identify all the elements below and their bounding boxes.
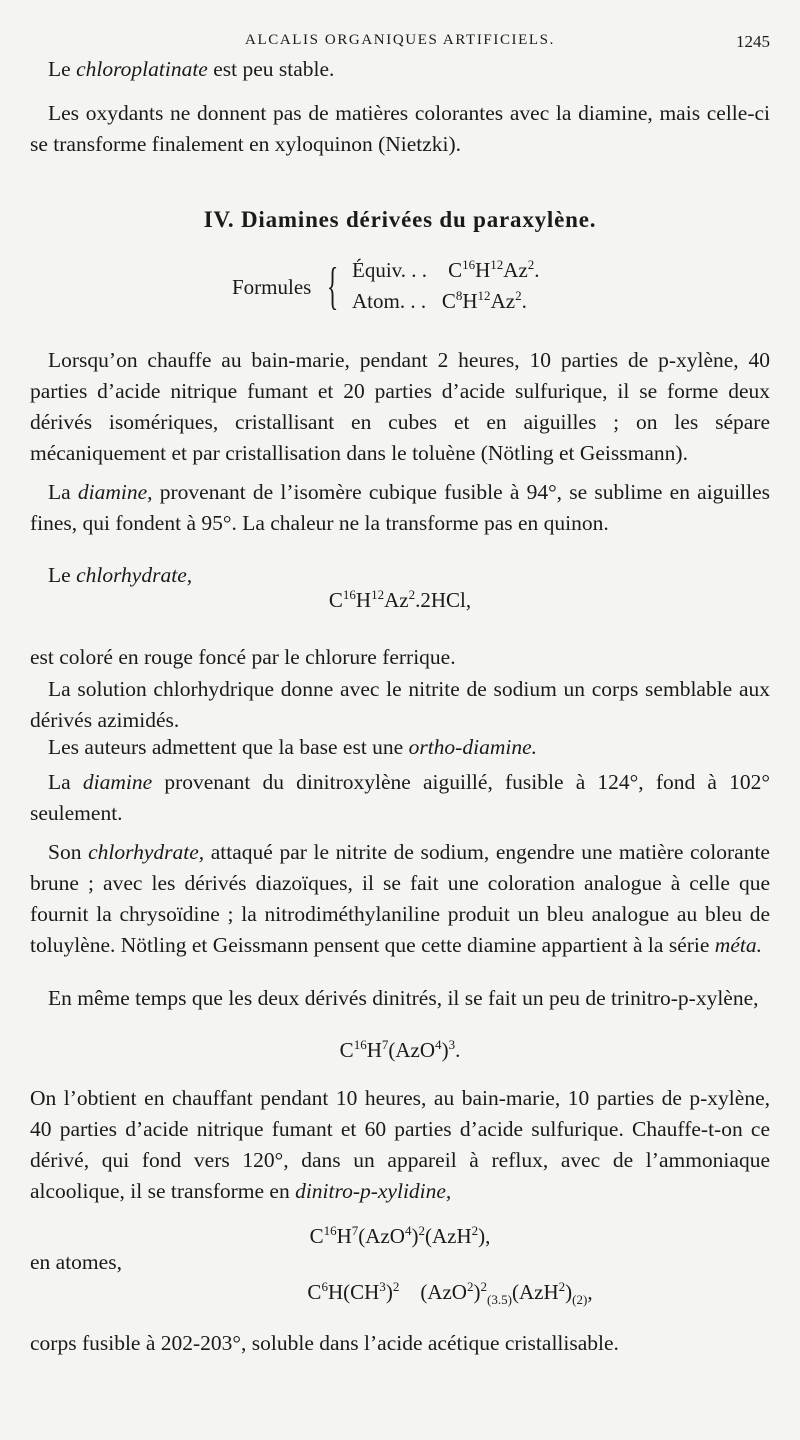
paragraph-diamine-aiguille: La diamine provenant du dinitroxylène aiguillé, fusible à 124°, fond à 102° seulement. — [30, 770, 770, 825]
formula-atomic: $C^6H(CH^3)^2$ $(AzO^2)^2_{(3.5)}(AzH^2)_{(2)}$, — [307, 1279, 593, 1308]
page-number: 1245 — [736, 32, 770, 51]
paragraph-chlorhydrate: Le chlorhydrate, — [48, 563, 193, 587]
paragraph-oxydants: Les oxydants ne donnent pas de matières colorantes avec la diamine, mais celle-ci se transforme finalement en xyloquinon (Nietzki). — [30, 101, 770, 156]
paragraph-diamine-cubique: La diamine, provenant de l’isomère cubique fusible à 94°, se sublime en aiguilles fines, qui fondent à 95°. La chaleur ne la transforme pas en quinon. — [30, 480, 770, 535]
paragraph-lorsqu-on-chauffe: Lorsqu’on chauffe au bain-marie, pendant 2 heures, 10 parties de p-xylène, 40 parties d’acide nitrique fumant et 20 parties d’acide sulfurique, il se forme deux dérivés isomériques, cristallisant en cubes et en aiguilles ; on les sépare mécaniquement et par cristallisation dans le toluène (Nötling et Geissmann). — [30, 348, 770, 465]
running-title: ALCALIS ORGANIQUES ARTIFICIELS. — [245, 32, 555, 48]
paragraph-trinitro: En même temps que les deux dérivés dinitrés, il se fait un peu de trinitro-p-xylène, — [48, 986, 759, 1010]
paragraph-colore: est coloré en rouge foncé par le chlorure ferrique. — [30, 645, 456, 669]
formule-atom: Atom. . . $C^8H^{12}Az^2$. — [352, 288, 527, 313]
paragraph-solution: La solution chlorhydrique donne avec le nitrite de sodium un corps semblable aux dérivés azimidés. — [30, 677, 770, 732]
formula-trinitro: $C^{16}H^7(AzO^4)^3$. — [339, 1037, 461, 1062]
formules-block — [232, 258, 632, 320]
formula-chlorhydrate: $C^{16}H^{12}Az^2.2HCl$, — [328, 587, 472, 612]
paragraph-chloroplatinate: Le chloroplatinate est peu stable. — [48, 57, 335, 81]
paragraph-son-chlorhydrate: Son chlorhydrate, attaqué par le nitrite de sodium, engendre une matière colorante brune ; avec les dérivés diazoïques, il se fait une coloration analogue à celle que fournit la chrysoïdine ; la nitrodiméthylaniline produit un bleu analogue au bleu de toluylène. Nötling et Geissmann pensent que cette diamine appartient à la série méta. — [30, 840, 770, 957]
formula-dinitro-xylidine: $C^{16}H^7(AzO^4)^2(AzH^2)$, — [309, 1223, 491, 1248]
formule-equiv: Équiv. . . $C^{16}H^{12}Az^2$. — [352, 257, 540, 282]
formules-label: Formules — [232, 275, 312, 299]
paragraph-en-atomes: en atomes, — [30, 1250, 122, 1274]
paragraph-corps-fusible: corps fusible à 202-203°, soluble dans l’acide acétique cristallisable. — [30, 1331, 619, 1355]
section-heading: IV. Diamines dérivées du paraxylène. — [203, 207, 597, 232]
paragraph-auteurs: Les auteurs admettent que la base est une ortho-diamine. — [48, 735, 537, 759]
brace-glyph: { — [327, 258, 339, 315]
paragraph-on-l-obtient: On l’obtient en chauffant pendant 10 heures, au bain-marie, 10 parties de p-xylène, 40 parties d’acide nitrique fumant et 60 parties d’acide sulfurique. Chauffe-t-on ce dérivé, qui fond vers 120°, dans un appareil à reflux, avec de l’ammoniaque alcoolique, il se transforme en dinitro-p-xylidine, — [30, 1086, 770, 1203]
